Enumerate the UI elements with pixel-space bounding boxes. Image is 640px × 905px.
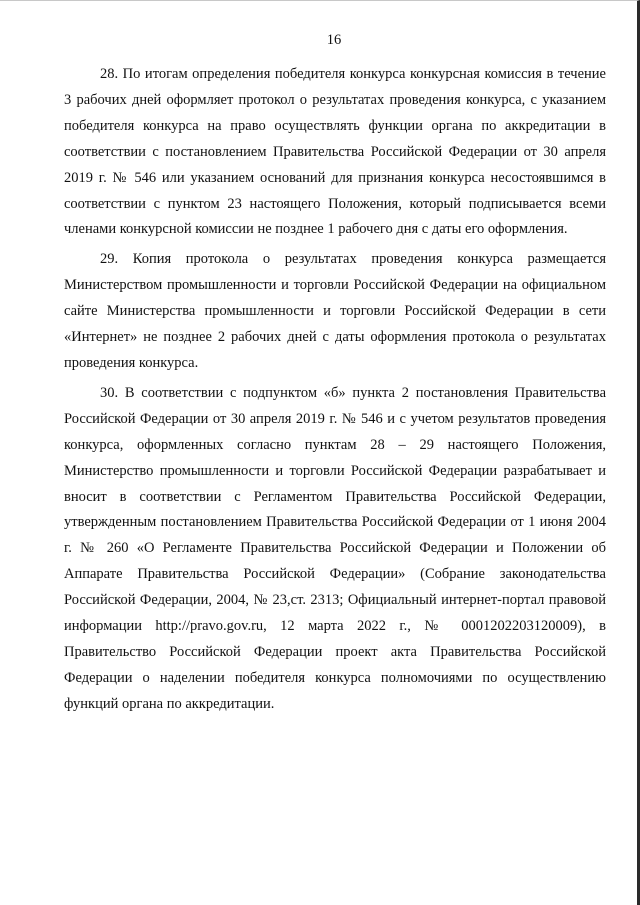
paragraph-28: 28. По итогам определения победителя конкурса конкурсная комиссия в течение 3 рабочих дней оформляет протокол о результатах проведения конкурса, с указанием победителя конкурса на право осуществлять функции органа по аккредитации в соответствии с постановлением Правительства Российской Федерации от 30 апреля 2019 г. № 546 или указанием оснований для признания конкурса несостоявшимся в соответствии с пунктом 23 настоящего Положения, который подписывается всеми членами конкурсной комиссии не позднее 1 рабочего дня с даты его оформления. <box>64 66 606 238</box>
paragraph-29: 29. Копия протокола о результатах проведения конкурса размещается Министерством промышленности и торговли Российской Федерации на официальном сайте Министерства промышленности и торговли Российской Федерации в сети «Интернет» не позднее 2 рабочих дней с даты оформления протокола о результатах проведения конкурса. <box>64 251 606 371</box>
page-number: 16 <box>326 32 342 48</box>
document-body <box>64 62 606 722</box>
paragraph-30: 30. В соответствии с подпунктом «б» пункта 2 постановления Правительства Российской Федерации от 30 апреля 2019 г. № 546 и с учетом результатов проведения конкурса, оформленных согласно пунктам 28 – 29 настоящего Положения, Министерство промышленности и торговли Российской Федерации разрабатывает и вносит в соответствии с Регламентом Правительства Российской Федерации, утвержденным постановлением Правительства Российской Федерации от 1 июня 2004 г. № 260 «О Регламенте Правительства Российской Федерации и Положении об Аппарате Правительства Российской Федерации» (Собрание законодательства Российской Федерации, 2004, № 23,ст. 2313; Официальный интернет-портал правовой информации http://pravo.gov.ru, 12 марта 2022 г., № 0001202203120009), в Правительство Российской Федерации проект акта Правительства Российской Федерации о наделении победителя конкурса полномочиями по осуществлению функций органа по аккредитации. <box>64 384 606 712</box>
